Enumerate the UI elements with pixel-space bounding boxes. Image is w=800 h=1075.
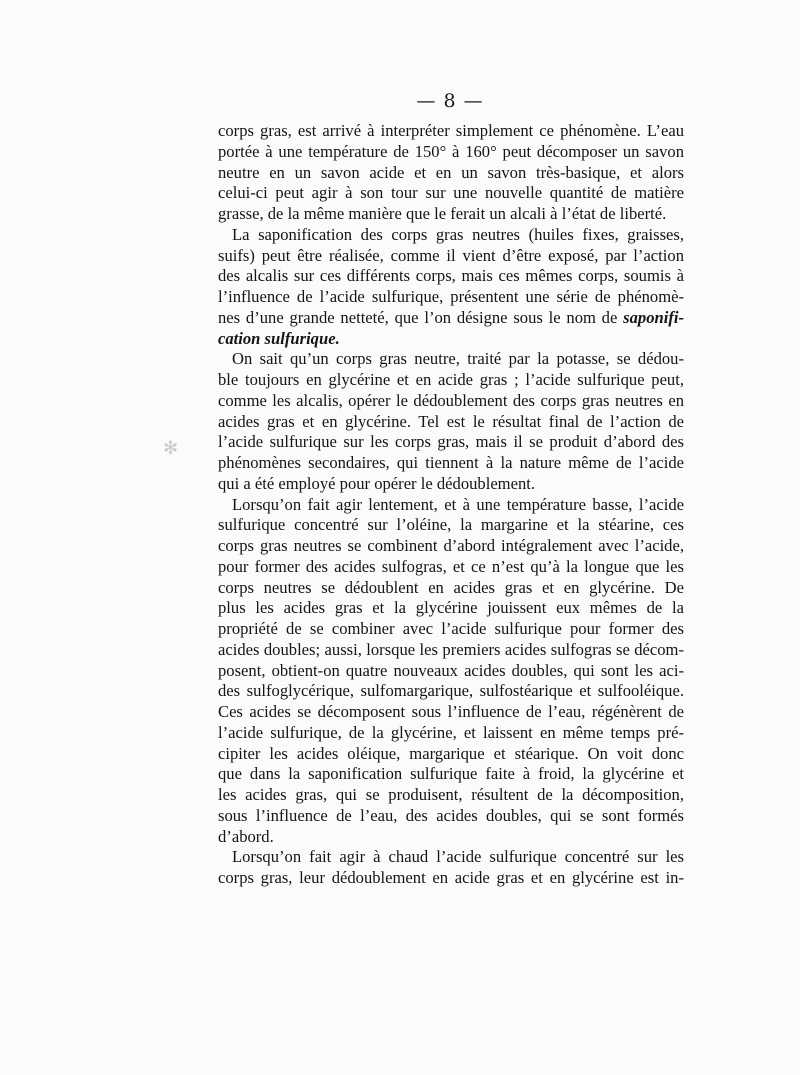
body-text <box>218 121 684 889</box>
text-line: celui-ci peut agir à son tour sur une nouvelle quantité de matière <box>218 183 684 203</box>
text-line: cipiter les acides oléique, margarique et stéarique. On voit donc <box>218 743 684 763</box>
text-line: l’acide sulfurique, de la glycérine, et laissent en même temps pré- <box>218 722 684 742</box>
text-line: des alcalis sur ces différents corps, mais ces mêmes corps, soumis à <box>218 266 684 286</box>
ink-smudge-icon: ✻ <box>163 438 179 459</box>
text-line: phénomènes secondaires, qui tiennent à la nature même de l’acide <box>218 453 684 472</box>
text-line: pour former des acides sulfogras, et ce n’est qu’à la longue que les <box>218 556 684 576</box>
text-line: d’abord. <box>218 826 274 846</box>
text-line-emphasis <box>218 329 684 350</box>
text-line: qui a été employé pour opérer le dédoublement. <box>218 473 536 493</box>
text-line-with-emphasis <box>218 308 684 329</box>
text-line: propriété de se combiner avec l’acide sulfurique pour former des <box>218 619 684 638</box>
text-line: Ces acides se décomposent sous l’influence de l’eau, régénèrent de <box>218 702 684 721</box>
text-line: On sait qu’un corps gras neutre, traité par la potasse, se dédou- <box>232 349 684 369</box>
text-line: ble toujours en glycérine et en acide gras ; l’acide sulfurique peut, <box>218 370 684 389</box>
text-line: acides doubles; aussi, lorsque les premiers acides sulfogras se décom- <box>218 639 684 659</box>
text-line: Lorsqu’on fait agir à chaud l’acide sulfurique concentré sur les <box>232 847 684 867</box>
text-line: acides gras et en glycérine. Tel est le résultat final de l’action de <box>218 411 684 431</box>
text-line: portée à une température de 150° à 160° peut décomposer un savon <box>218 141 684 161</box>
text-line: corps gras, leur dédoublement en acide gras et en glycérine est in- <box>218 868 684 887</box>
text-line: corps neutres se dédoublent en acides gras et en glycérine. De <box>218 577 684 597</box>
text-line: posent, obtient-on quatre nouveaux acides doubles, qui sont les aci- <box>218 660 684 680</box>
emphasis-text: cation sulfurique. <box>218 328 340 348</box>
text-line: corps gras, est arrivé à interpréter simplement ce phénomène. L’eau <box>218 121 684 140</box>
text-line: suifs) peut être réalisée, comme il vient d’être exposé, par l’action <box>218 245 684 265</box>
text-line: neutre en un savon acide et en un savon très-basique, et alors <box>218 162 684 182</box>
text-line: que dans la saponification sulfurique faite à froid, la glycérine et <box>218 764 684 784</box>
text-line: des sulfoglycérique, sulfomargarique, sulfostéarique et sulfooléique. <box>218 681 684 701</box>
text-line: sulfurique concentré sur l’oléine, la margarine et la stéarine, ces <box>218 515 684 535</box>
text-line: comme les alcalis, opérer le dédoublement des corps gras neutres en <box>218 390 684 410</box>
text-segment: nes d’une grande netteté, que l’on désigne sous le nom de <box>218 307 624 327</box>
page-number: — 8 — <box>416 90 484 112</box>
text-line: La saponification des corps gras neutres (huiles fixes, graisses, <box>232 224 684 244</box>
text-line: l’acide sulfurique sur les corps gras, mais il se produit d’abord des <box>218 432 684 452</box>
text-line: sous l’influence de l’eau, des acides doubles, qui se sont formés <box>218 805 684 825</box>
emphasis-text: saponifi- <box>623 307 684 327</box>
text-line: Lorsqu’on fait agir lentement, et à une température basse, l’acide <box>232 494 684 514</box>
text-line: plus les acides gras et la glycérine jouissent eux mêmes de la <box>218 598 684 618</box>
text-line: les acides gras, qui se produisent, résultent de la décomposition, <box>218 785 684 804</box>
text-line: corps gras neutres se combinent d’abord intégralement avec l’acide, <box>218 536 684 555</box>
text-line: grasse, de la même manière que le ferait un alcali à l’état de liberté. <box>218 204 667 223</box>
text-line: l’influence de l’acide sulfurique, présentent une série de phénomè- <box>218 287 684 306</box>
